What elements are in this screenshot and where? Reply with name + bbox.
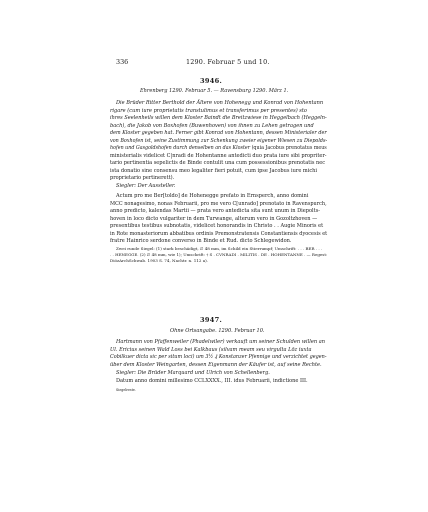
summary-line: Die Brüder Ritter Berthold der Ältere von Hohenegg und Konrad von Hohentann [116, 100, 324, 106]
latin-line: tario pertinentia sepelictis de Binde contulit una cum possessionibus prenotatis nec [110, 160, 326, 166]
text-line: fratre Hainrico serdone converso in Binde et Rud. dicto Schlegewidon. [110, 238, 292, 244]
text-line: Actum pro me Ber[toldo] de Hohenegge prefato in Ernsperch, anno domini [116, 193, 309, 199]
text-line: anno predicto, kalendas Martii — prata vero antedicta sita sunt unum in Diepolts- [110, 208, 320, 214]
summary-line: von Boxhofen ist, seine Zustimmung zur Schenkung zweier eigener Wiesen zu Diepolds- [110, 137, 328, 144]
summary-line: bach), die Jakob von Boxhofen (Buwenhoven) von ihnen zu Lehen getragen und [110, 122, 314, 129]
summary-line: ihres Seelenheils willen dem Kloster Baindt die Breitzwiese in Heggelbach (Heggeln- [110, 115, 327, 121]
summary-line: hofen und Gasgoldshofen durch denselben an das Kloster (quia Jacobus prenotatus meus [110, 145, 327, 151]
note-line: DiözArchSchwab. 1903 S. 74, Nachtr. n. 112 a). [110, 258, 209, 263]
text-line: MCC nonagesimo, nonas Februarii, pro me vero C[unrado] prenotato in Ravenspurch, [110, 200, 327, 207]
sealer-line: Siegler: Der Aussteller. [116, 183, 176, 189]
summary-line: über dem Kloster Weingarten, dessen Eigenmann der Käufer ist, auf seine Rechte. [110, 361, 322, 368]
charter-date-line: Ohne Ortsangabe. 1290. Februar 10. [170, 328, 265, 334]
charter-date-line: Ehrenberg 1290. Februar 5. — Ravensburg 1290. März 1. [140, 88, 289, 94]
charter-number: 3947. [200, 316, 223, 324]
latin-line: ista donatio sine consensu meo legaliter fieri potuit, cum ipse Jacobus iure michi [110, 167, 318, 174]
sealer-line: Siegler: Die Brüder Marquard und Ulrich von Schellenberg. [116, 370, 270, 376]
summary-line: dem Kloster gegeben hat. Ferner gibt Konrad von Hohentann, dessen Ministerialer der [110, 130, 327, 136]
seal-note: Siegelreste. [116, 388, 136, 392]
note-line: Zwei runde Siegel: (1) stark beschädigt, ∅ 48 mm, im Schild ein Stierrumpf; Umschrift: . . . BER . . . [116, 246, 323, 251]
latin-line: proprietario pertinerett). [110, 175, 175, 181]
charter-number: 3946. [200, 77, 223, 85]
summary-line: Cobilkuer dicta sic per situm loci) um 3½ ₰ Konstanzer Pfennige und verzichtet gegen- [110, 354, 327, 360]
page-number: 336 [116, 58, 129, 66]
text-line: presentibus testibus subnotatis, videlicet honorandis in Christo . . Augie Minoris et [110, 223, 324, 229]
summary-line: Ul. Ericius seinen Wald Loss bei Kalkbaus (silvam meam seu virgulta Lōz iuxta [110, 346, 312, 353]
running-title: 1290. Februar 5 und 10. [186, 58, 270, 66]
datum-line: Datum anno domini millesimo CCLXXXX., III. idus Februarii, indictione III. [116, 378, 308, 384]
summary-line: rigare (cum iure proprietatis transtulimus et transferimus per presentes) sto [110, 107, 307, 114]
note-line: . . HENEGGE. (2) ∅ 48 mm, wie 1); Umschrift: † S . CVNRADI . MILITIS . DE . HOHENTANNE . — Regest: [110, 252, 328, 257]
summary-line: Hartmann von Pfaffenweiler (Phadelwiler) verkauft um seiner Schulden willen an [116, 339, 325, 345]
text-line: hoven in loco dicto vulgariter in dem Turwange, alterum vero in Gozoltzhoven — [110, 215, 318, 222]
text-line: in Rote monasteriorum abbatibus ordinis Premonstratensis Constantiensis dyocesis et [110, 230, 328, 237]
latin-line: ministerialis videlicet C|nradi de Hohentanne antedicti duo prata iure sibi propriter- [110, 152, 327, 159]
